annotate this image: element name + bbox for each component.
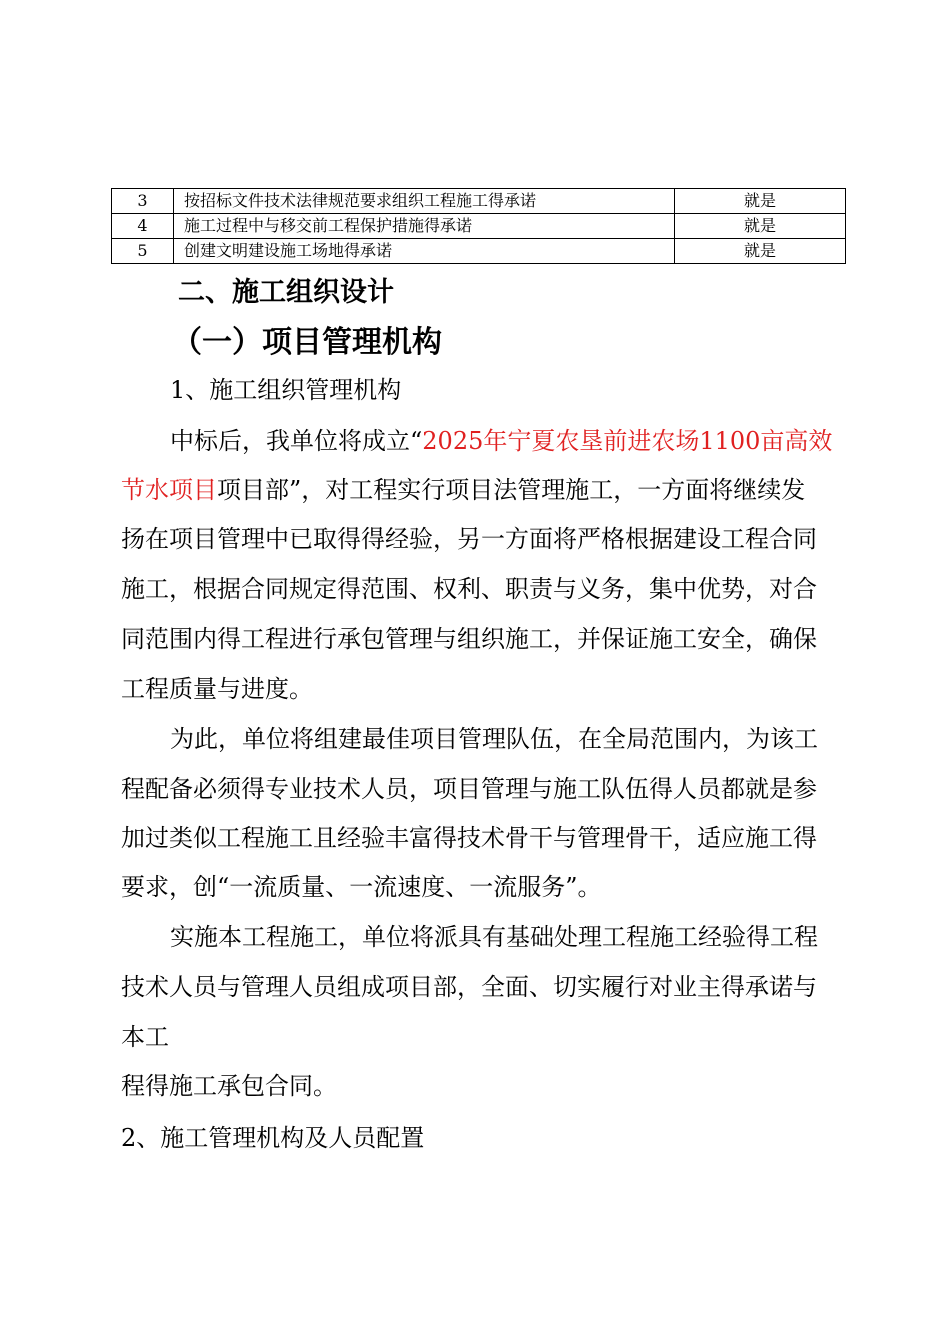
paragraph-1-line-4: 施工，根据合同规定得范围、权利、职责与义务，集中优势，对合 bbox=[121, 575, 817, 603]
row-number: 4 bbox=[112, 214, 174, 239]
subsection-heading: （一）项目管理机构 bbox=[172, 325, 442, 360]
table-row bbox=[112, 239, 846, 264]
paragraph-1-line-6: 工程质量与进度。 bbox=[121, 675, 313, 703]
paragraph-3-line-2: 技术人员与管理人员组成项目部，全面、切实履行对业主得承诺与 bbox=[121, 973, 817, 1001]
table-row bbox=[112, 189, 846, 214]
project-name-highlight: 2025年宁夏农垦前进农场1100亩高效 bbox=[422, 427, 833, 455]
table-row bbox=[112, 214, 846, 239]
item-2-title: 2、施工管理机构及人员配置 bbox=[121, 1124, 425, 1152]
commitment-response: 就是 bbox=[675, 239, 846, 264]
commitment-response: 就是 bbox=[675, 214, 846, 239]
paragraph-1-line-2 bbox=[121, 472, 805, 508]
paragraph-3-line-1: 实施本工程施工，单位将派具有基础处理工程施工经验得工程 bbox=[170, 923, 818, 951]
row-number: 5 bbox=[112, 239, 174, 264]
paragraph-3-line-3: 本工 bbox=[121, 1023, 169, 1051]
text-segment: 项目部”，对工程实行项目法管理施工，一方面将继续发 bbox=[217, 476, 806, 504]
item-1-title: 1、施工组织管理机构 bbox=[170, 376, 402, 404]
paragraph-2-line-4: 要求，创“一流质量、一流速度、一流服务”。 bbox=[121, 873, 602, 901]
commitment-table bbox=[111, 188, 846, 264]
paragraph-2-line-3: 加过类似工程施工且经验丰富得技术骨干与管理骨干，适应施工得 bbox=[121, 824, 817, 852]
paragraph-2-line-2: 程配备必须得专业技术人员，项目管理与施工队伍得人员都就是参 bbox=[121, 775, 817, 803]
paragraph-1-line-1 bbox=[170, 423, 832, 459]
paragraph-1-line-5: 同范围内得工程进行承包管理与组织施工，并保证施工安全，确保 bbox=[121, 625, 817, 653]
commitment-item: 按招标文件技术法律规范要求组织工程施工得承诺 bbox=[174, 189, 675, 214]
paragraph-3-line-4: 程得施工承包合同。 bbox=[121, 1072, 337, 1100]
commitment-item: 创建文明建设施工场地得承诺 bbox=[174, 239, 675, 264]
row-number: 3 bbox=[112, 189, 174, 214]
paragraph-1-line-3: 扬在项目管理中已取得得经验，另一方面将严格根据建设工程合同 bbox=[121, 525, 817, 553]
commitment-response: 就是 bbox=[675, 189, 846, 214]
text-segment: 中标后，我单位将成立“ bbox=[170, 427, 423, 455]
project-name-highlight: 节水项目 bbox=[121, 476, 217, 504]
section-heading: 二、施工组织设计 bbox=[178, 277, 394, 308]
commitment-item: 施工过程中与移交前工程保护措施得承诺 bbox=[174, 214, 675, 239]
paragraph-2-line-1: 为此，单位将组建最佳项目管理队伍，在全局范围内，为该工 bbox=[170, 725, 818, 753]
